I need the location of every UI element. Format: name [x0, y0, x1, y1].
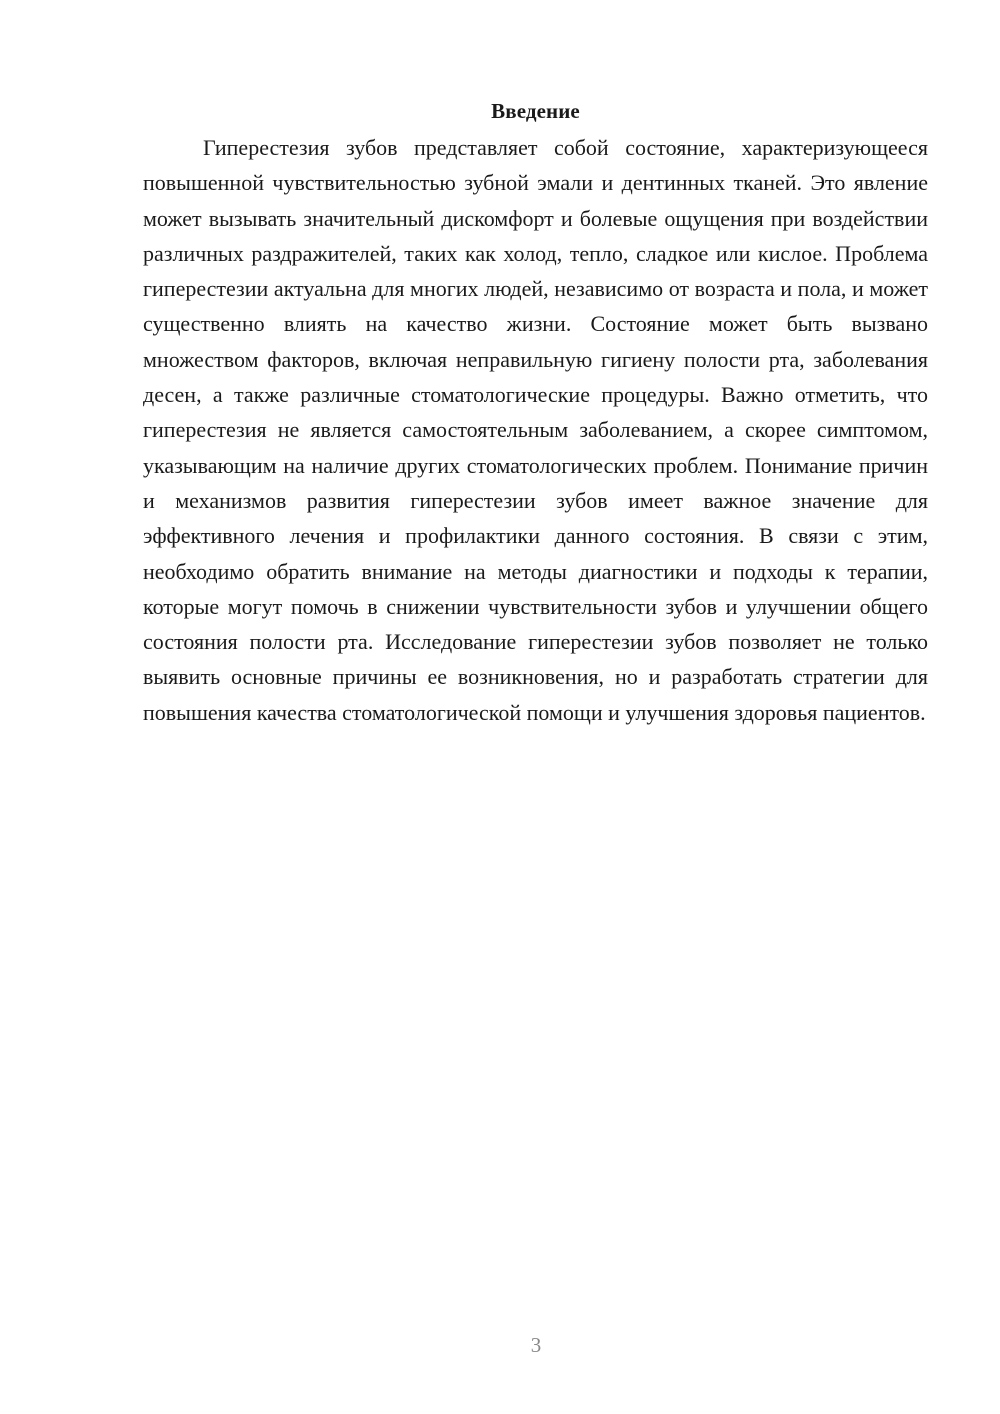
- section-heading: Введение: [491, 99, 580, 123]
- page-number: 3: [530, 1333, 542, 1357]
- body-paragraph: Гиперестезия зубов представляет собой состояние, характеризующееся повышенной чувствительностью зубной эмали и дентинных тканей. Это явление может вызывать значительный дискомфорт и болевые ощущения при воздействии различных раздражителей, таких как холод, тепло, сладкое или кислое. Проблема гиперестезии актуальна для многих людей, независимо от возраста и пола, и может существенно влиять на качество жизни. Состояние может быть вызвано множеством факторов, включая неправильную гигиену полости рта, заболевания десен, а также различные стоматологические процедуры. Важно отметить, что гиперестезия не является самостоятельным заболеванием, а скорее симптомом, указывающим на наличие других стоматологических проблем. Понимание причин и механизмов развития гиперестезии зубов имеет важное значение для эффективного лечения и профилактики данного состояния. В связи с этим, необходимо обратить внимание на методы диагностики и подходы к терапии, которые могут помочь в снижении чувствительности зубов и улучшении общего состояния полости рта. Исследование гиперестезии зубов позволяет не только выявить основные причины ее возникновения, но и разработать стратегии для повышения качества стоматологической помощи и улучшения здоровья пациентов.: [143, 135, 928, 725]
- page-content: [143, 96, 928, 730]
